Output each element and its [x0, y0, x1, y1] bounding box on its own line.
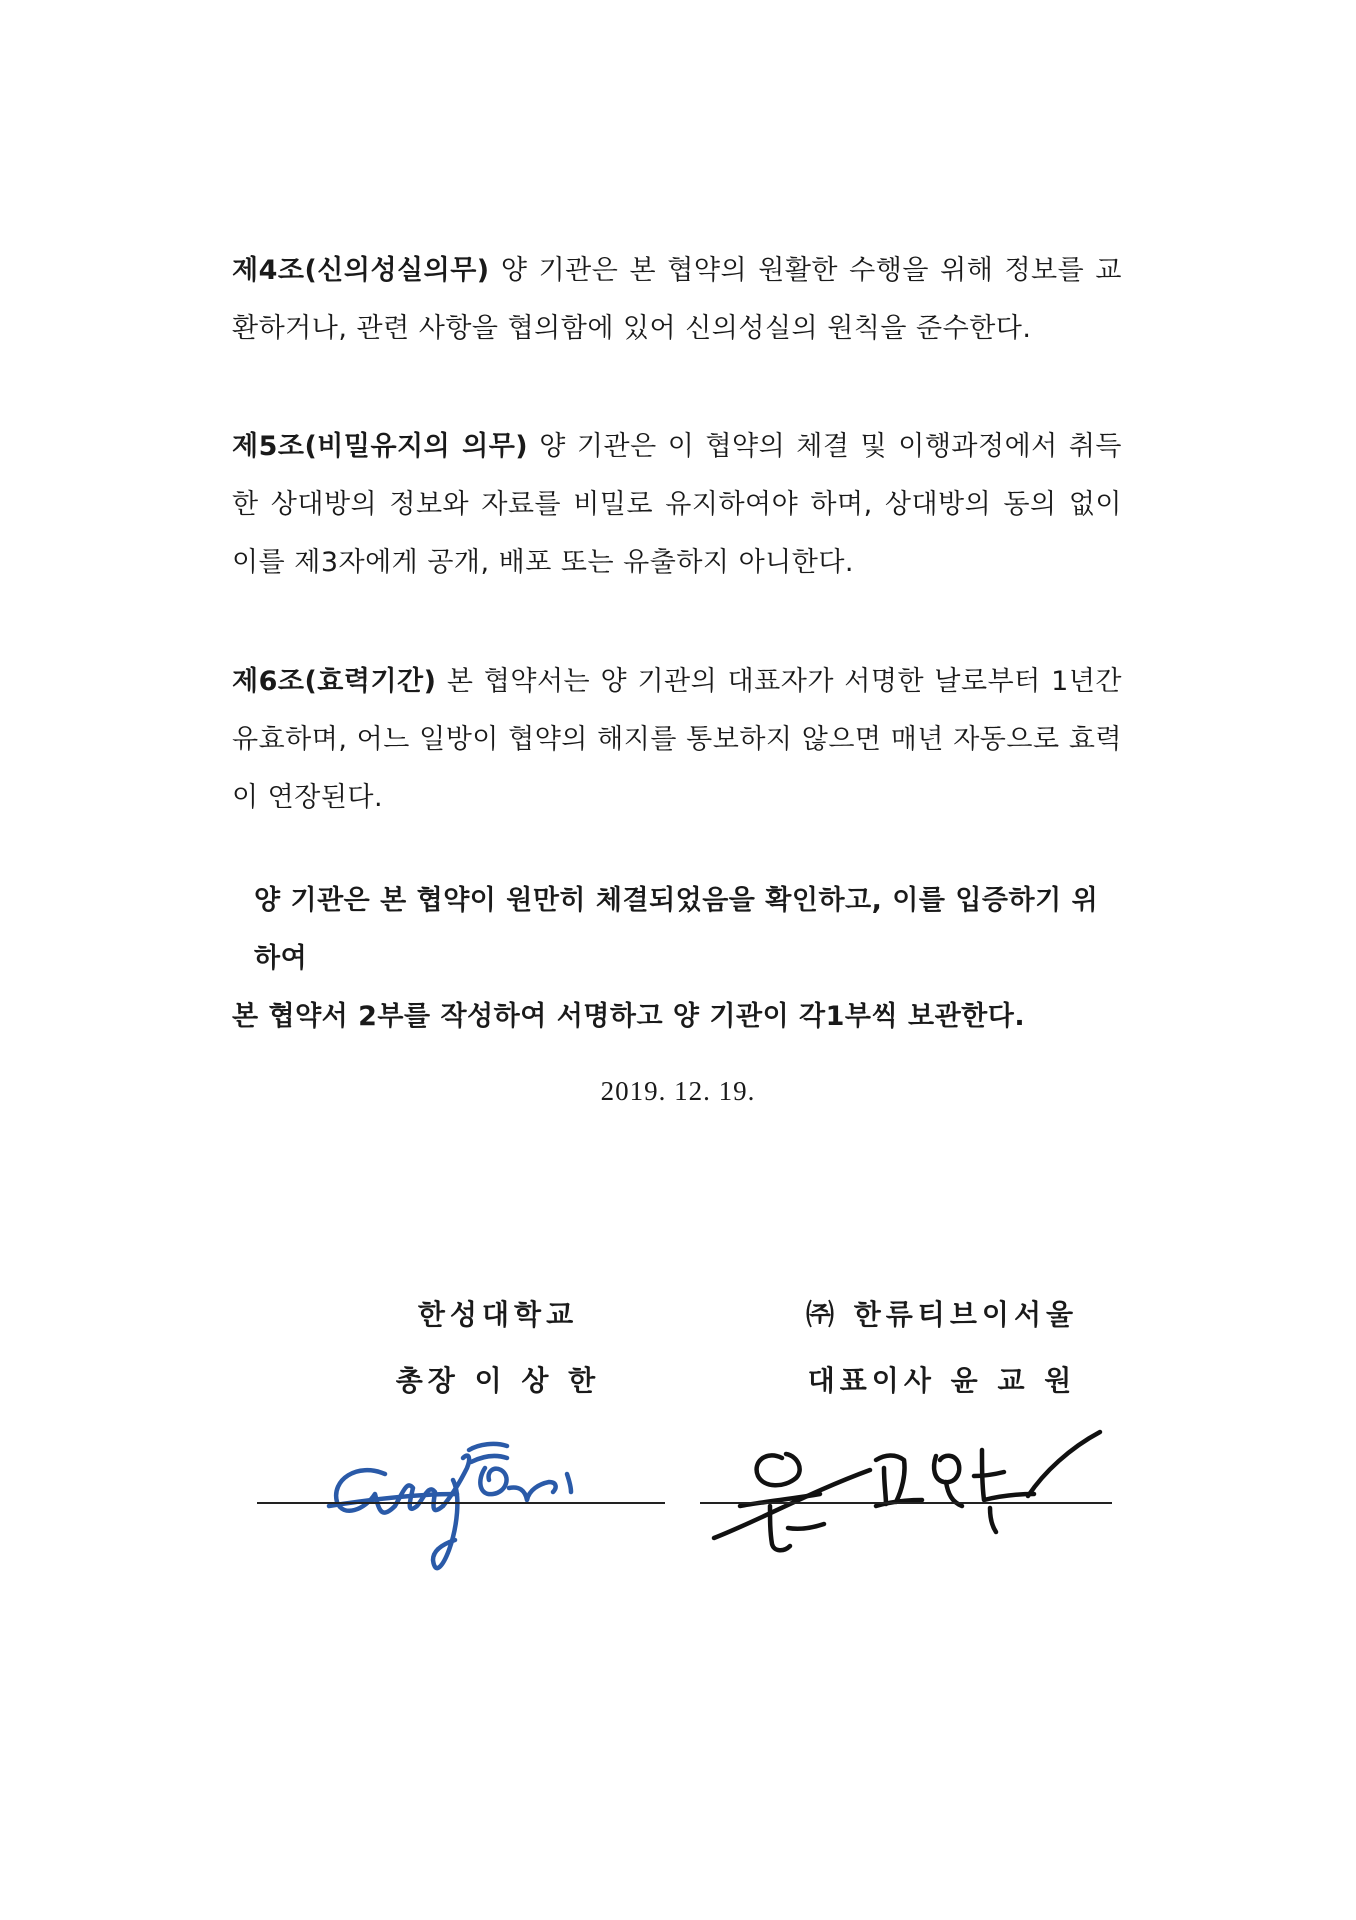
article-5-heading: 제5조(비밀유지의 의무) [232, 431, 529, 462]
party-hansung-organization: 한성대학교 [417, 1298, 579, 1331]
signature-left [257, 1410, 687, 1590]
article-6-heading: 제6조(효력기간) [232, 666, 437, 697]
signing-date: 2019. 12. 19. [600, 1076, 756, 1106]
closing-line-2: 본 협약서 2부를 작성하여 서명하고 양 기관이 각1부씩 보관한다. [232, 1001, 1026, 1032]
party-hallyu-organization: ㈜ 한류티브이서울 [805, 1298, 1079, 1331]
article-6 [232, 653, 1122, 827]
article-4-heading: 제4조(신의성실의무) [232, 255, 490, 286]
signature-line-left [257, 1502, 665, 1504]
article-5-body: 양 기관은 이 협약의 체결 및 이행과정에서 취득한 상대방의 정보와 자료를 비밀로 유지하여야 하며, 상대방의 동의 없이 이를 제3자에게 공개, 배포 또는 유출하지 아니한다. [232, 431, 1122, 578]
closing-statement [232, 872, 1122, 1046]
article-4 [232, 242, 1122, 358]
party-hansung-representative: 총장 이 상 한 [395, 1364, 601, 1397]
party-hansung [268, 1282, 728, 1414]
article-6-body: 본 협약서는 양 기관의 대표자가 서명한 날로부터 1년간 유효하며, 어느 일방이 협약의 해지를 통보하지 않으면 매년 자동으로 효력이 연장된다. [232, 666, 1122, 813]
signature-line-right [700, 1502, 1112, 1504]
article-5 [232, 418, 1122, 592]
party-hallyu [712, 1282, 1172, 1414]
closing-line-1: 양 기관은 본 협약이 원만히 체결되었음을 확인하고, 이를 입증하기 위하여 [254, 885, 1099, 974]
party-hallyu-representative: 대표이사 윤 교 원 [807, 1364, 1077, 1397]
article-4-body: 양 기관은 본 협약의 원활한 수행을 위해 정보를 교환하거나, 관련 사항을 협의함에 있어 신의성실의 원칙을 준수한다. [232, 255, 1122, 344]
signature-right [700, 1410, 1130, 1590]
